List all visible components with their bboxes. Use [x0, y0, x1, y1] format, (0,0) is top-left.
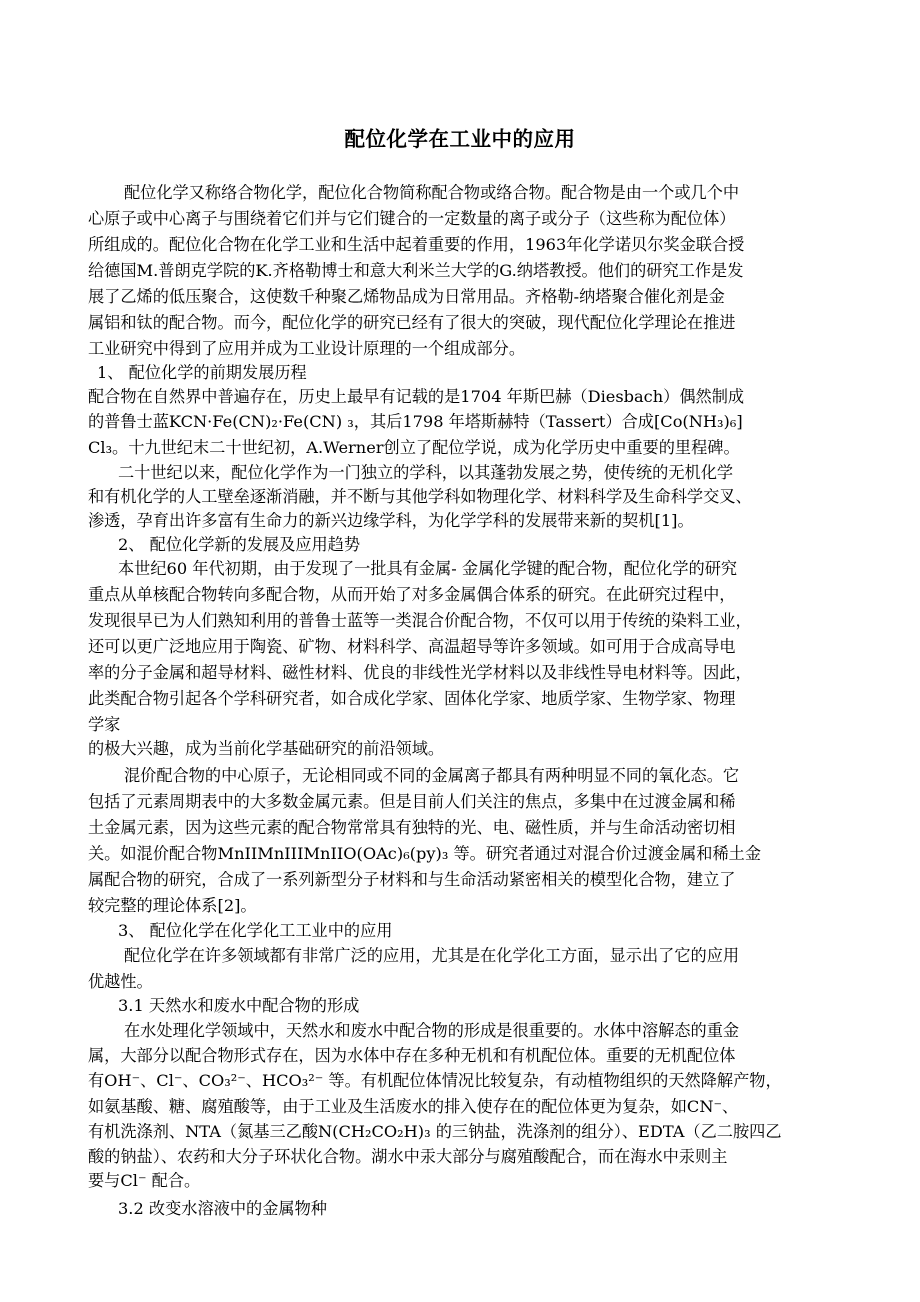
paragraph-line: 配位化学又称络合物化学，配位化合物简称配合物或络合物。配合物是由一个或几个中 [124, 183, 740, 202]
paragraph-line: 渗透，孕育出许多富有生命力的新兴边缘学科，为化学学科的发展带来新的契机[1]。 [88, 511, 694, 530]
paragraph-line: 在水处理化学领域中，天然水和废水中配合物的形成是很重要的。水体中溶解态的重金 [124, 1021, 740, 1040]
paragraph-line: 配位化学在许多领域都有非常广泛的应用，尤其是在化学化工方面，显示出了它的应用 [124, 946, 740, 965]
paragraph-line: 的极大兴趣，成为当前化学基础研究的前沿领域。 [88, 739, 445, 758]
paragraph-line: 率的分子金属和超导材料、磁性材料、优良的非线性光学材料以及非线性导电材料等。因此， [88, 663, 752, 682]
paragraph-line: Cl₃。十九世纪末二十世纪初，A.Werner创立了配位学说，成为化学历史中重要的里程碑。 [88, 438, 740, 457]
paragraph-line: 要与Cl⁻ 配合。 [88, 1171, 201, 1190]
paragraph-line: 有OH⁻、Cl⁻、CO₃²⁻、HCO₃²⁻ 等。有机配位体情况比较复杂，有动植物组织的天然降解产物， [88, 1071, 782, 1090]
paragraph-line: 心原子或中心离子与围绕着它们并与它们键合的一定数量的离子或分子（这些称为配位体） [88, 209, 736, 228]
paragraph-line: 如氨基酸、糖、腐殖酸等，由于工业及生活废水的排入使存在的配位体更为复杂，如CN⁻、 [88, 1097, 739, 1116]
paragraph-line: 包括了元素周期表中的大多数金属元素。但是目前人们关注的焦点，多集中在过渡金属和稀 [88, 792, 736, 811]
paragraph-line: 还可以更广泛地应用于陶瓷、矿物、材料科学、高温超导等许多领域。如可用于合成高导电 [88, 637, 736, 656]
paragraph-line: 有机洗涤剂、NTA（氮基三乙酸N(CH₂CO₂H)₃ 的三钠盐，洗涤剂的组分）、EDTA（乙二胺四乙 [88, 1122, 782, 1141]
paragraph-line: 发现很早已为人们熟知利用的普鲁士蓝等一类混合价配合物，不仅可以用于传统的染料工业， [88, 611, 752, 630]
paragraph-line: 酸的钠盐）、农药和大分子环状化合物。湖水中汞大部分与腐殖酸配合，而在海水中汞则主 [88, 1147, 728, 1166]
section-heading: 2、 配位化学新的发展及应用趋势 [118, 535, 361, 554]
paragraph-line: 给德国M.普朗克学院的K.齐格勒博士和意大利米兰大学的G.纳塔教授。他们的研究工作是发 [88, 261, 744, 280]
paragraph-line: 混价配合物的中心原子，无论相同或不同的金属离子都具有两种明显不同的氧化态。它 [124, 766, 740, 785]
paragraph-line: 属铝和钛的配合物。而今，配位化学的研究已经有了很大的突破，现代配位化学理论在推进 [88, 313, 736, 332]
paragraph-line: 展了乙烯的低压聚合，这使数千种聚乙烯物品成为日常用品。齐格勒-纳塔聚合催化剂是金 [88, 287, 725, 306]
paragraph-line: 重点从单核配合物转向多配合物，从而开始了对多金属偶合体系的研究。在此研究过程中， [88, 585, 736, 604]
paragraph-line: 所组成的。配位化合物在化学工业和生活中起着重要的作用，1963年化学诺贝尔奖金联合授 [88, 235, 745, 254]
section-heading: 1、 配位化学的前期发展历程 [97, 363, 307, 382]
subsection-heading: 3.1 天然水和废水中配合物的形成 [118, 996, 360, 1015]
paragraph-line: 的普鲁士蓝KCN·Fe(CN)₂·Fe(CN) ₃，其后1798 年塔斯赫特（Tassert）合成[Co(NH₃)₆] [88, 412, 743, 431]
paragraph-line: 关。如混价配合物MnIIMnIIIMnIIO(OAc)₆(py)₃ 等。研究者通过对混合价过渡金属和稀土金 [88, 844, 762, 863]
paragraph-line: 学家 [88, 715, 121, 734]
paragraph-line: 优越性。 [88, 972, 153, 991]
paragraph-line: 工业研究中得到了应用并成为工业设计原理的一个组成部分。 [88, 339, 526, 358]
paragraph-line: 和有机化学的人工壁垒逐渐消融，并不断与其他学科如物理化学、材料科学及生命科学交叉、 [88, 487, 752, 506]
paragraph-line: 此类配合物引起各个学科研究者，如合成化学家、固体化学家、地质学家、生物学家、物理 [88, 689, 736, 708]
paragraph-line: 较完整的理论体系[2]。 [88, 896, 257, 915]
paragraph-line: 配合物在自然界中普遍存在，历史上最早有记载的是1704 年斯巴赫（Diesbach）偶然制成 [88, 387, 745, 406]
paragraph-line: 属配合物的研究，合成了一系列新型分子材料和与生命活动紧密相关的模型化合物，建立了 [88, 870, 736, 889]
subsection-heading: 3.2 改变水溶液中的金属物种 [118, 1199, 327, 1218]
paragraph-line: 属，大部分以配合物形式存在，因为水体中存在多种无机和有机配位体。重要的无机配位体 [88, 1046, 736, 1065]
paragraph-line: 本世纪60 年代初期，由于发现了一批具有金属- 金属化学键的配合物，配位化学的研究 [118, 559, 738, 578]
section-heading: 3、 配位化学在化学化工工业中的应用 [118, 921, 393, 940]
paragraph-line: 土金属元素，因为这些元素的配合物常常具有独特的光、电、磁性质，并与生命活动密切相 [88, 818, 736, 837]
paragraph-line: 二十世纪以来，配位化学作为一门独立的学科，以其蓬勃发展之势，使传统的无机化学 [118, 463, 734, 482]
document-title: 配位化学在工业中的应用 [344, 127, 576, 151]
